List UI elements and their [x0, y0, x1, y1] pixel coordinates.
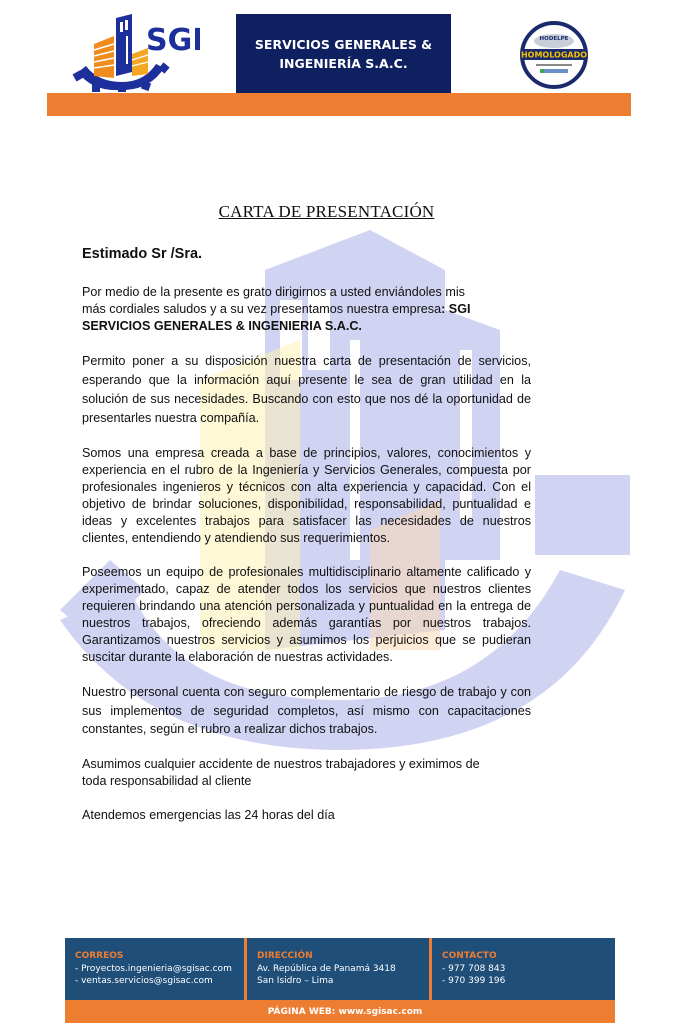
svg-text:HOMOLOGADO: HOMOLOGADO [520, 50, 588, 60]
svg-text:SGI: SGI [146, 23, 200, 58]
greeting: Estimado Sr /Sra. [82, 246, 203, 262]
contacto-heading: CONTACTO [442, 951, 497, 961]
address-street: Av. República de Panamá 3418 [257, 963, 396, 974]
correos-heading: CORREOS [75, 951, 124, 961]
address-district: San Isidro – Lima [257, 976, 334, 986]
footer-direccion [247, 938, 432, 1000]
intro-company-name: SERVICIOS GENERALES & INGENIERIA S.A.C. [82, 319, 362, 333]
footer [65, 938, 615, 1023]
paragraph-accidentes [82, 756, 531, 790]
paragraph-empresa: Somos una empresa creada a base de principios, valores, conocimientos y experiencia en el rubro de la Ingeniería y Servicios Generales, compuesta por profesionales ingenieros y técnicos con alta experiencia y capacidad. Con el objetivo de brindar soluciones, disponibilidad, responsabilidad, puntualidad e ideas y excelentes trabajos para satisfacer las necesidades de nuestros clientes, entendiendo y atendiendo sus requerimientos. [82, 446, 531, 545]
letter-title: CARTA DE PRESENTACIÓN [218, 202, 435, 221]
paragraph-equipo: Poseemos un equipo de profesionales multidisciplinario altamente calificado y experimentado, capaz de atender todos los servicios que nuestros clientes requieren brindando una atención personalizada y puntualidad en la entrega de nuestros trabajos, ofreciendo además garantías por nuestros trabajos. Garantizamos nuestros servicios y asumimos los perjuicios que se pudieran suscitar durante la elaboración de nuestras actividades. [82, 565, 531, 664]
email-ventas[interactable]: - ventas.servicios@sgisac.com [75, 976, 213, 986]
email-proyectos[interactable]: - Proyectos.ingenieria@sgisac.com [75, 963, 232, 974]
footer-info-band [65, 938, 615, 1000]
direccion-heading: DIRECCIÓN [257, 951, 313, 961]
sgi-logo [72, 14, 200, 92]
company-name-line1: SERVICIOS GENERALES & [254, 36, 433, 52]
phone-1: - 977 708 843 [442, 963, 506, 974]
certification-seal-icon [520, 21, 588, 89]
intro-paragraph [82, 284, 531, 335]
footer-contacto [432, 938, 612, 1000]
phone-2: - 970 399 196 [442, 976, 506, 986]
footer-correos [65, 938, 247, 1000]
homologado-badge [520, 21, 588, 89]
company-name-banner [236, 14, 451, 93]
building-gear-icon [72, 14, 200, 92]
svg-text:HODELPE: HODELPE [539, 36, 569, 42]
paragraph-personal: Nuestro personal cuenta con seguro complementario de riesgo de trabajo y con sus implementos de seguridad completos, así mismo con capacitaciones constantes, según el rubro a realizar dichos trabajos. [82, 685, 531, 736]
letter-body [82, 200, 531, 824]
accidentes-line2: toda responsabilidad al cliente [82, 773, 252, 788]
intro-line1: Por medio de la presente es grato dirigirnos a usted enviándoles mis [82, 285, 465, 299]
intro-line2-company: : SGI [441, 302, 471, 316]
website-link[interactable]: PÁGINA WEB: www.sgisac.com [267, 1006, 423, 1017]
paragraph-disposicion: Permito poner a su disposición nuestra carta de presentación de servicios, esperando que la información aquí presente le sea de gran utilidad en la solución de sus necesidades. Buscando con esto que nos dé la oportunidad de presentarles nuestra compañía. [82, 354, 531, 425]
accidentes-line1: Asumimos cualquier accidente de nuestros trabajadores y eximimos de [82, 756, 480, 771]
company-name-line2: INGENIERÍA S.A.C. [279, 55, 408, 71]
footer-website-bar [65, 1000, 615, 1023]
intro-line2: más cordiales saludos y a su vez presentamos nuestra empresa [82, 302, 442, 316]
paragraph-emergencias: Atendemos emergencias las 24 horas del día [82, 807, 335, 822]
header-accent-bar [47, 93, 631, 116]
